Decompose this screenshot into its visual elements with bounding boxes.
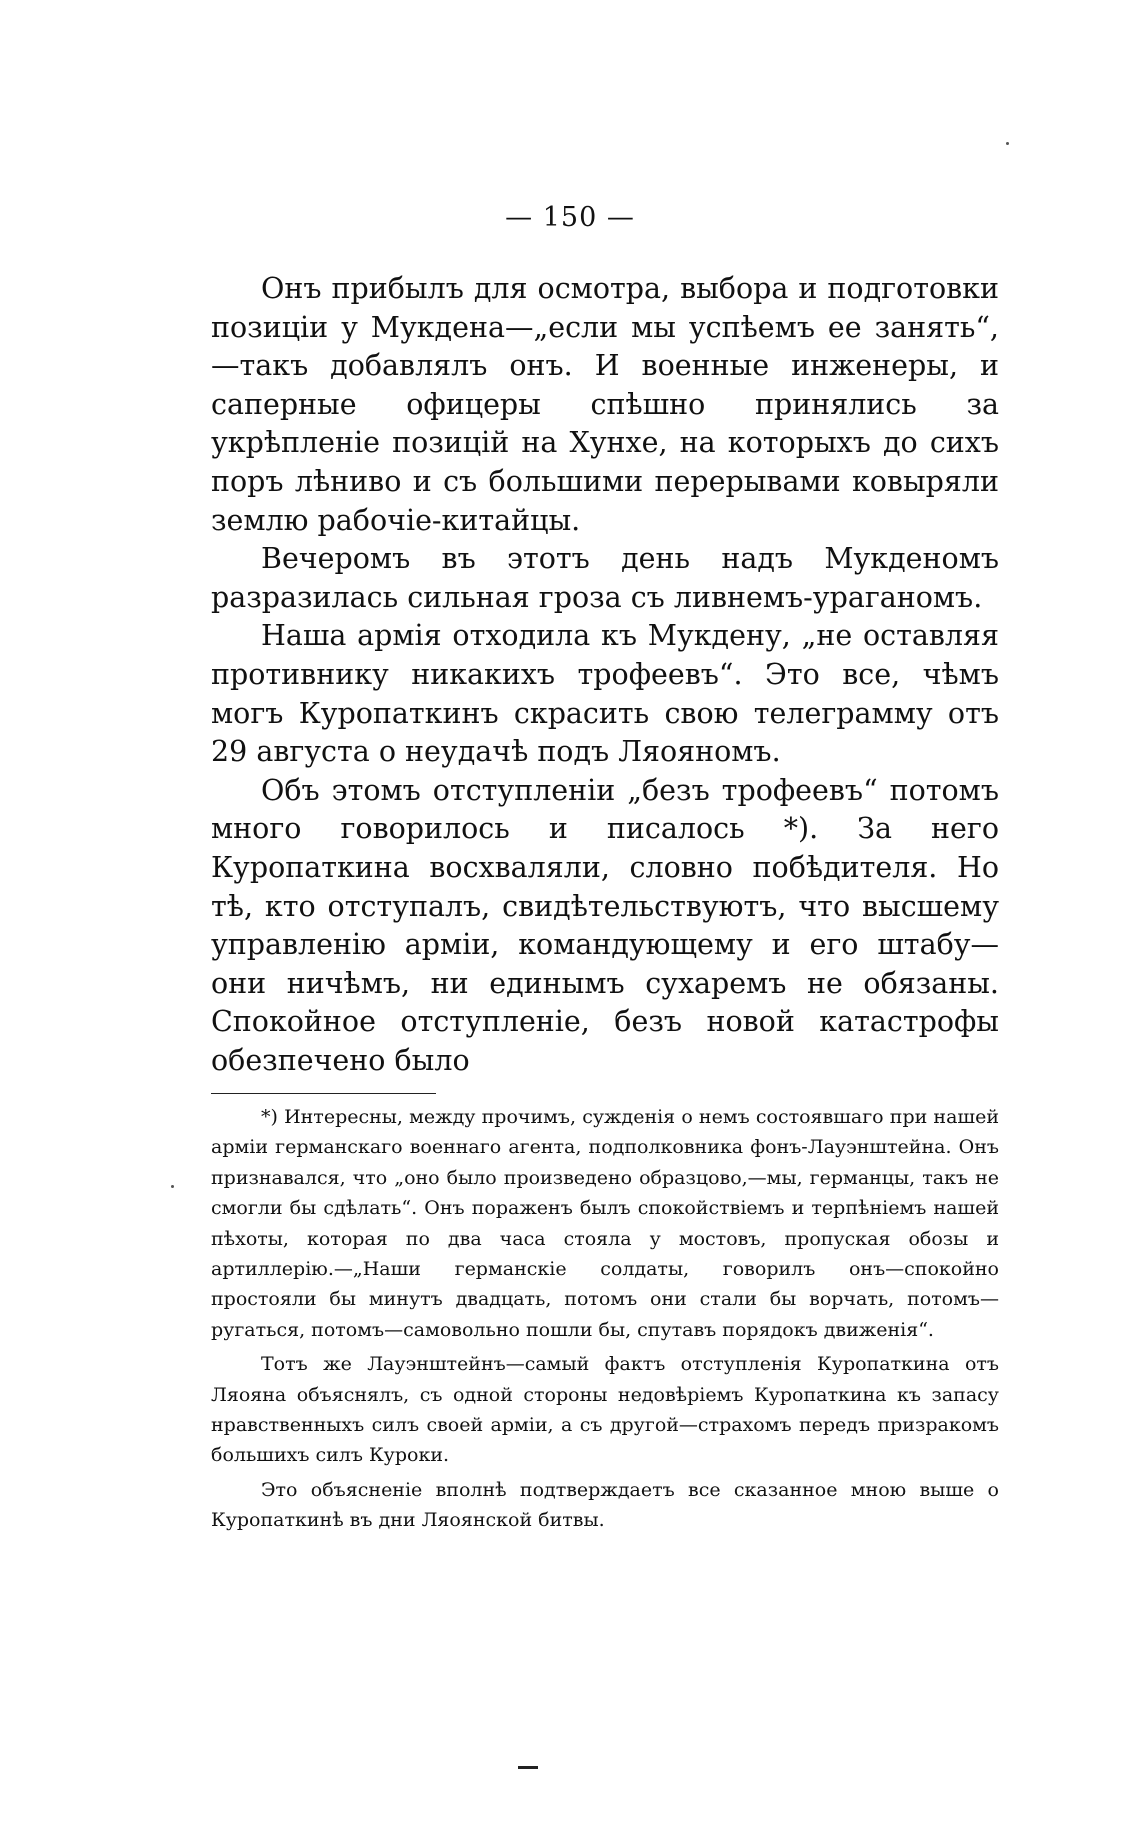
footnote [211,1102,999,1536]
footnote-paragraph: *) Интересны, между прочимъ, сужденія о немъ состоявшаго при нашей арміи германскаго военнаго агента, подполковника фонъ-Лауэнштейна. Онъ признавался, что „оно было произведено образцово,—мы, германцы, такъ не смогли бы сдѣлать“. Онъ пораженъ былъ спокойствіемъ и терпѣніемъ нашей пѣхоты, которая по два часа стояла у мостовъ, пропуская обозы и артиллерію.—„Наши германскіе солдаты, говорилъ онъ—спокойно простояли бы минутъ двадцать, потомъ они стали бы ворчать, потомъ—ругаться, потомъ—самовольно пошли бы, спутавъ порядокъ движенія“. [211,1106,999,1341]
body-paragraph: Наша армія отходила къ Мукдену, „не оставляя противнику никакихъ трофеевъ“. Это все, чѣмъ могъ Куропаткинъ скрасить свою телеграмму отъ 29 августа о неудачѣ подъ Ляояномъ. [211,619,999,769]
footnote-paragraph: Это объясненіе вполнѣ подтверждаетъ все сказанное мною выше о Куропаткинѣ въ дни Ляоянской битвы. [211,1478,999,1532]
page-bottom-mark [518,1766,538,1769]
body-paragraph: Онъ прибылъ для осмотра, выбора и подготовки позиціи у Мукдена—„если мы успѣемъ ее занять“,—такъ добавлялъ онъ. И военные инженеры, и саперные офицеры спѣшно принялись за укрѣпленіе позицій на Хунхе, на которыхъ до сихъ поръ лѣниво и съ большими перерывами ковыряли землю рабочіе-китайцы. [211,272,999,537]
footnote-divider [211,1093,436,1094]
scan-speck [1006,142,1009,145]
scan-speck [171,1185,174,1188]
page-number: — 150 — [505,202,635,233]
body-paragraph: Вечеромъ въ этотъ день надъ Мукденомъ разразилась сильная гроза съ ливнемъ-ураганомъ. [211,542,999,614]
main-text [211,270,999,1080]
footnote-paragraph: Тотъ же Лауэнштейнъ—самый фактъ отступленія Куропаткина отъ Ляояна объяснялъ, съ одной стороны недовѣріемъ Куропаткина къ запасу нравственныхъ силъ своей арміи, а съ другой—страхомъ передъ призракомъ большихъ силъ Куроки. [211,1353,999,1467]
body-paragraph: Объ этомъ отступленіи „безъ трофеевъ“ потомъ много говорилось и писалось *). За него Куропаткина восхваляли, словно побѣдителя. Но тѣ, кто отступалъ, свидѣтельствуютъ, что высшему управленію арміи, командующему и его штабу—они ничѣмъ, ни единымъ сухаремъ не обязаны. Спокойное отступленіе, безъ новой катастрофы обезпечено было [211,773,999,1077]
